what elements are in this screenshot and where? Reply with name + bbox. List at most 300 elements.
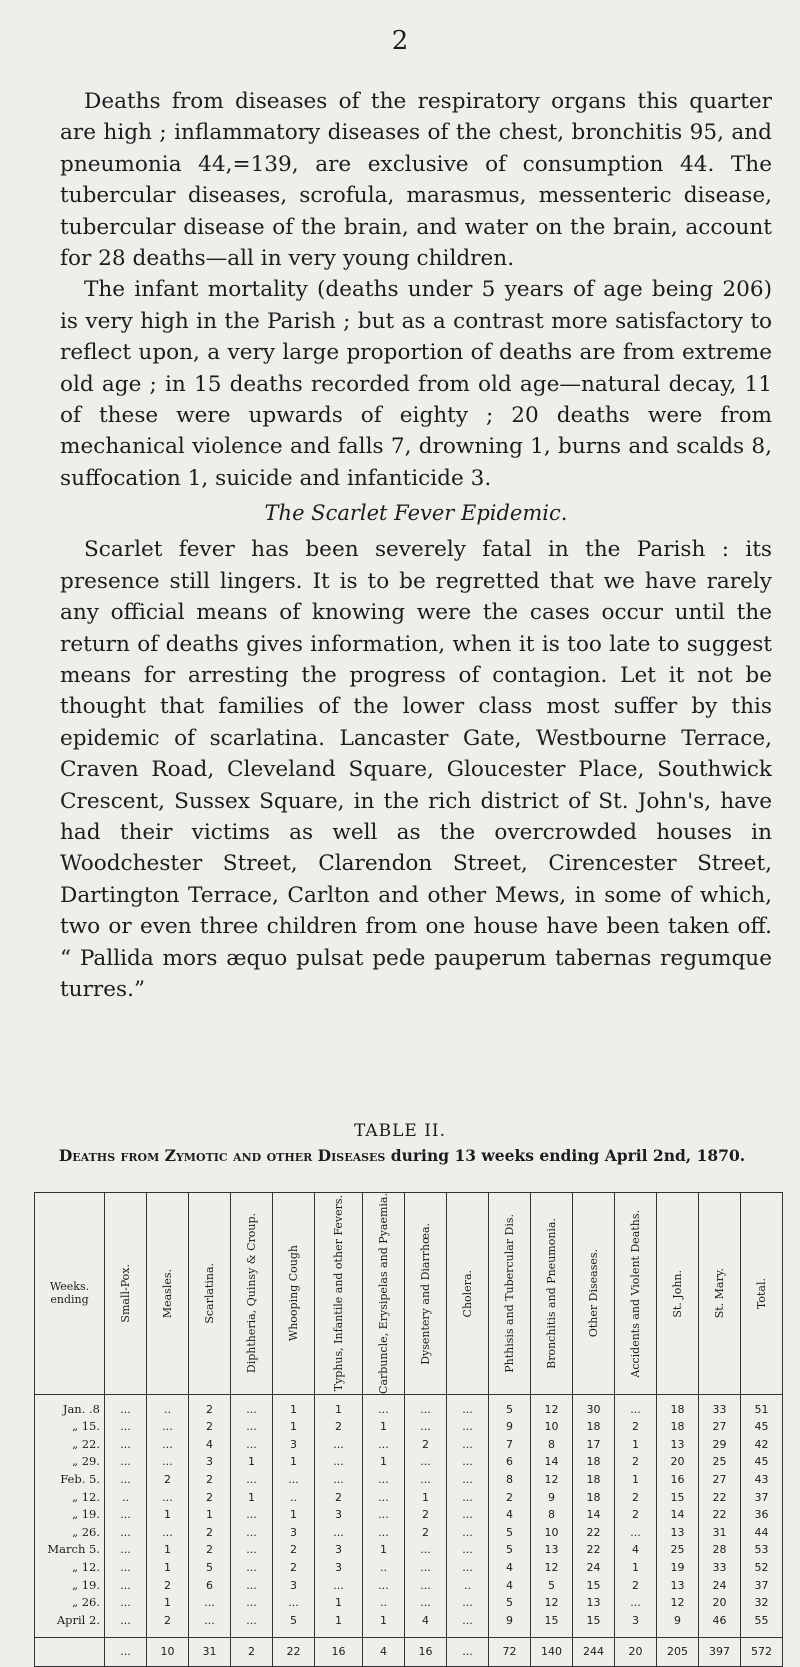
table-caption-lead: Deaths from Zymotic and other Diseases <box>58 1146 386 1165</box>
column-header <box>741 1193 783 1395</box>
table-cell: 7 <box>489 1436 531 1454</box>
table-row <box>35 1418 783 1436</box>
table-cell: ... <box>147 1488 189 1506</box>
table-cell: ... <box>147 1418 189 1436</box>
table-cell: 2 <box>405 1524 447 1542</box>
column-header <box>273 1193 315 1395</box>
body-text <box>60 86 772 1005</box>
table-cell: ... <box>363 1471 405 1489</box>
column-header-label: Bronchitis and Pneumonia. <box>544 1218 558 1369</box>
table-cell: 1 <box>273 1418 315 1436</box>
page-number: 2 <box>391 26 409 56</box>
table-cell: ... <box>363 1576 405 1594</box>
table-body <box>35 1394 783 1666</box>
table-cell: 2 <box>405 1506 447 1524</box>
spacer-cell <box>741 1629 783 1637</box>
table-cell: 1 <box>231 1453 273 1471</box>
table-cell: ... <box>447 1471 489 1489</box>
table-cell: 1 <box>273 1394 315 1418</box>
table-cell: ... <box>189 1611 231 1629</box>
table-cell: ... <box>447 1394 489 1418</box>
table-cell: ... <box>273 1471 315 1489</box>
table-cell: 18 <box>573 1471 615 1489</box>
table-cell: 17 <box>573 1436 615 1454</box>
table-cell: 2 <box>147 1611 189 1629</box>
total-cell: 16 <box>315 1637 363 1666</box>
total-cell: 572 <box>741 1637 783 1666</box>
table-caption <box>22 1146 782 1166</box>
paragraph-scarlet-fever: Scarlet fever has been severely fatal in the Parish : its presence still lingers. It is to be regretted that we have rarely any official means of knowing were the cases occur until the return of deaths gives information, when it is too late to suggest means for arresting the progress of contagion. Let it not be thought that families of the lower class most suffer by this epidemic of scarlatina. Lancaster Gate, Westbourne Terrace, Craven Road, Cleveland Square, Gloucester Place, Southwick Crescent, Sussex Square, in the rich district of St. John's, have had their victims as well as the overcrowded houses in Woodchester Street, Clarendon Street, Cirencester Street, Dartington Terrace, Carlton and other Mews, in some of which, two or even three children from one house have been taken off. “ Pallida mors æquo pulsat pede pauperum tabernas regumque turres.” <box>60 537 772 1002</box>
column-header-label: Accidents and Violent Deaths. <box>628 1209 642 1378</box>
column-header <box>315 1193 363 1395</box>
table-cell: 15 <box>657 1488 699 1506</box>
table-cell: 18 <box>573 1488 615 1506</box>
table-cell: 37 <box>741 1488 783 1506</box>
table-cell: .. <box>363 1594 405 1612</box>
week-ending-cell: „ 29. <box>35 1453 105 1471</box>
table-cell: ... <box>147 1453 189 1471</box>
table-cell: 8 <box>531 1506 573 1524</box>
column-header <box>531 1193 573 1395</box>
table-row <box>35 1594 783 1612</box>
table-cell: 6 <box>489 1453 531 1471</box>
column-header <box>447 1193 489 1395</box>
column-header-label: Typhus, Infantile and other Fevers. <box>331 1195 345 1392</box>
week-ending-cell: „ 26. <box>35 1594 105 1612</box>
total-cell: 31 <box>189 1637 231 1666</box>
table-cell: .. <box>363 1559 405 1577</box>
column-header <box>105 1193 147 1395</box>
table-cell: 1 <box>405 1488 447 1506</box>
table-cell: 22 <box>573 1541 615 1559</box>
table-cell: 13 <box>531 1541 573 1559</box>
table-row <box>35 1506 783 1524</box>
table-row <box>35 1559 783 1577</box>
table-cell: 13 <box>657 1524 699 1542</box>
table-cell: 9 <box>657 1611 699 1629</box>
table-cell: 1 <box>231 1488 273 1506</box>
table-cell: 12 <box>531 1471 573 1489</box>
table-cell: ... <box>105 1576 147 1594</box>
spacer-cell <box>105 1629 147 1637</box>
table-cell: ... <box>231 1541 273 1559</box>
week-ending-cell: „ 12. <box>35 1488 105 1506</box>
column-header <box>405 1193 447 1395</box>
column-header-label: Other Diseases. <box>586 1249 600 1338</box>
table-cell: 9 <box>531 1488 573 1506</box>
table-cell: 8 <box>531 1436 573 1454</box>
table-cell: 18 <box>657 1418 699 1436</box>
column-header <box>363 1193 405 1395</box>
table-cell: 24 <box>573 1559 615 1577</box>
table-cell: ... <box>231 1594 273 1612</box>
table-cell: ... <box>615 1524 657 1542</box>
table-row <box>35 1471 783 1489</box>
table-cell: 19 <box>657 1559 699 1577</box>
table-cell: 12 <box>531 1559 573 1577</box>
table-cell: ... <box>105 1506 147 1524</box>
table-cell: 2 <box>615 1576 657 1594</box>
table-cell: ... <box>363 1524 405 1542</box>
table-cell: ... <box>405 1418 447 1436</box>
table-cell: .. <box>447 1576 489 1594</box>
table-cell: 27 <box>699 1418 741 1436</box>
table-cell: 14 <box>531 1453 573 1471</box>
spacer-cell <box>699 1629 741 1637</box>
total-cell: 244 <box>573 1637 615 1666</box>
table-cell: ... <box>447 1559 489 1577</box>
table-cell: ... <box>105 1594 147 1612</box>
week-ending-cell: Jan. .8 <box>35 1394 105 1418</box>
table-cell: ... <box>363 1394 405 1418</box>
table-cell: ... <box>363 1506 405 1524</box>
table-cell: 3 <box>615 1611 657 1629</box>
table-cell: 18 <box>573 1418 615 1436</box>
table-cell: 28 <box>699 1541 741 1559</box>
table-cell: ... <box>405 1594 447 1612</box>
table-cell: ... <box>105 1436 147 1454</box>
table-cell: 16 <box>657 1471 699 1489</box>
column-header-label: Phthisis and Tubercular Dis. <box>502 1214 516 1373</box>
table-cell: 2 <box>273 1541 315 1559</box>
table-cell: 4 <box>489 1506 531 1524</box>
total-cell: 4 <box>363 1637 405 1666</box>
table-cell: 22 <box>699 1488 741 1506</box>
week-ending-cell: March 5. <box>35 1541 105 1559</box>
table-cell: 13 <box>657 1436 699 1454</box>
table-cell: 4 <box>489 1576 531 1594</box>
week-ending-cell: April 2. <box>35 1611 105 1629</box>
table-cell: ... <box>105 1418 147 1436</box>
table-cell: 55 <box>741 1611 783 1629</box>
table-row <box>35 1394 783 1418</box>
column-header-label: St. Mary. <box>712 1268 726 1319</box>
table-cell: ... <box>405 1576 447 1594</box>
table-cell: 13 <box>573 1594 615 1612</box>
total-cell: 397 <box>699 1637 741 1666</box>
total-cell: ... <box>447 1637 489 1666</box>
total-cell: 140 <box>531 1637 573 1666</box>
table-cell: 20 <box>657 1453 699 1471</box>
table-cell: 25 <box>657 1541 699 1559</box>
table-cell: ... <box>315 1453 363 1471</box>
table-cell: 1 <box>615 1436 657 1454</box>
table-cell: 18 <box>573 1453 615 1471</box>
table-cell: 27 <box>699 1471 741 1489</box>
table-cell: ... <box>231 1524 273 1542</box>
table-cell: 2 <box>147 1471 189 1489</box>
total-cell: 22 <box>273 1637 315 1666</box>
table-cell: 33 <box>699 1559 741 1577</box>
column-header-label: Cholera. <box>460 1269 474 1318</box>
table-cell: ... <box>447 1506 489 1524</box>
table-cell: 8 <box>489 1471 531 1489</box>
table-cell: 13 <box>657 1576 699 1594</box>
column-header-label: Small-Pox. <box>118 1264 132 1323</box>
table-cell: ... <box>231 1506 273 1524</box>
table-cell: 22 <box>699 1506 741 1524</box>
table-cell: 51 <box>741 1394 783 1418</box>
table-cell: 1 <box>189 1506 231 1524</box>
table-spacer-row <box>35 1629 783 1637</box>
spacer-cell <box>231 1629 273 1637</box>
table-cell: 37 <box>741 1576 783 1594</box>
table-cell: 9 <box>489 1418 531 1436</box>
table-cell: 1 <box>615 1559 657 1577</box>
table-cell: 2 <box>615 1506 657 1524</box>
table-cell: 3 <box>189 1453 231 1471</box>
table-cell: ... <box>363 1436 405 1454</box>
spacer-cell <box>573 1629 615 1637</box>
paragraph-infant-mortality: The infant mortality (deaths under 5 years of age being 206) is very high in the Parish ; but as a contrast more satisfactory to reflect upon, a very large proportion of deaths are from extreme old age ; in 15 deaths recorded from old age—natural decay, 11 of these were upwards of eighty ; 20 deaths were from mechanical violence and falls 7, drowning 1, burns and scalds 8, suffocation 1, suicide and infanticide 3. <box>60 277 772 491</box>
column-header-label: Total. <box>754 1277 768 1310</box>
totals-row <box>35 1637 783 1666</box>
column-header <box>657 1193 699 1395</box>
column-header <box>189 1193 231 1395</box>
table-cell: 18 <box>657 1394 699 1418</box>
table-cell: ... <box>405 1394 447 1418</box>
column-header-label: Measles. <box>160 1268 174 1319</box>
table-cell: 5 <box>531 1576 573 1594</box>
spacer-cell <box>447 1629 489 1637</box>
table-cell: 1 <box>615 1471 657 1489</box>
table-cell: 12 <box>657 1594 699 1612</box>
table-cell: 2 <box>189 1488 231 1506</box>
table-cell: 10 <box>531 1418 573 1436</box>
column-header-label: Dysentery and Diarrhœa. <box>418 1222 432 1365</box>
table-cell: ... <box>105 1559 147 1577</box>
table-row <box>35 1611 783 1629</box>
table-cell: 12 <box>531 1394 573 1418</box>
table-cell: 52 <box>741 1559 783 1577</box>
table-cell: 2 <box>315 1418 363 1436</box>
spacer-cell <box>657 1629 699 1637</box>
table-cell: ... <box>231 1436 273 1454</box>
table-cell: 5 <box>273 1611 315 1629</box>
table-cell: ... <box>231 1576 273 1594</box>
table-cell: 2 <box>315 1488 363 1506</box>
table-cell: 1 <box>315 1594 363 1612</box>
table-cell: 2 <box>615 1453 657 1471</box>
table-cell: ... <box>105 1541 147 1559</box>
table-cell: 1 <box>363 1611 405 1629</box>
table-cell: ... <box>231 1611 273 1629</box>
table-cell: ... <box>147 1524 189 1542</box>
table-cell: ... <box>447 1418 489 1436</box>
table-cell: 2 <box>615 1488 657 1506</box>
table-cell: 2 <box>189 1471 231 1489</box>
section-heading: The Scarlet Fever Epidemic. <box>264 501 568 526</box>
table-cell: ... <box>315 1471 363 1489</box>
table-cell: 20 <box>699 1594 741 1612</box>
total-cell: 2 <box>231 1637 273 1666</box>
spacer-cell <box>531 1629 573 1637</box>
table-cell: 3 <box>273 1524 315 1542</box>
table-cell: ... <box>231 1394 273 1418</box>
table-cell: ... <box>105 1611 147 1629</box>
table-cell: 5 <box>489 1541 531 1559</box>
table-cell: 53 <box>741 1541 783 1559</box>
table-cell: 45 <box>741 1453 783 1471</box>
week-ending-cell: „ 26. <box>35 1524 105 1542</box>
table-cell: ... <box>105 1524 147 1542</box>
table-cell: ... <box>447 1488 489 1506</box>
table-cell: ... <box>231 1418 273 1436</box>
table-cell: 10 <box>531 1524 573 1542</box>
table-cell: 15 <box>573 1611 615 1629</box>
table-cell: ... <box>447 1453 489 1471</box>
table-cell: 2 <box>147 1576 189 1594</box>
table-cell: 1 <box>147 1541 189 1559</box>
table-cell: 32 <box>741 1594 783 1612</box>
table-cell: 1 <box>147 1506 189 1524</box>
table-cell: 3 <box>315 1506 363 1524</box>
spacer-cell <box>615 1629 657 1637</box>
table-cell: ... <box>447 1594 489 1612</box>
table-cell: ... <box>273 1594 315 1612</box>
table-cell: 14 <box>573 1506 615 1524</box>
table-cell: 4 <box>489 1559 531 1577</box>
table-cell: ... <box>615 1594 657 1612</box>
table-cell: 3 <box>273 1576 315 1594</box>
table-cell: 1 <box>363 1418 405 1436</box>
table-cell: 33 <box>699 1394 741 1418</box>
spacer-cell <box>315 1629 363 1637</box>
table-cell: ... <box>447 1611 489 1629</box>
table-cell: ... <box>615 1394 657 1418</box>
column-header-label: Whooping Cough <box>286 1245 300 1342</box>
column-header <box>615 1193 657 1395</box>
table-cell: 1 <box>315 1394 363 1418</box>
column-header <box>489 1193 531 1395</box>
deaths-table <box>34 1192 783 1667</box>
table-cell: ... <box>105 1471 147 1489</box>
spacer-cell <box>363 1629 405 1637</box>
table-cell: ... <box>231 1471 273 1489</box>
column-header <box>573 1193 615 1395</box>
table-cell: 2 <box>273 1559 315 1577</box>
table-cell: 15 <box>531 1611 573 1629</box>
table-header-row <box>35 1193 783 1395</box>
table-cell: 9 <box>489 1611 531 1629</box>
table-cell: ... <box>405 1541 447 1559</box>
table-cell: 25 <box>699 1453 741 1471</box>
table-cell: ... <box>105 1453 147 1471</box>
table-cell: 42 <box>741 1436 783 1454</box>
table-cell: 1 <box>273 1506 315 1524</box>
table-cell: 1 <box>147 1559 189 1577</box>
table-cell: ... <box>147 1436 189 1454</box>
table-cell: 46 <box>699 1611 741 1629</box>
column-header-label: Diphtheria, Quinsy & Croup. <box>244 1213 258 1374</box>
table-cell: 29 <box>699 1436 741 1454</box>
table-cell: 2 <box>189 1418 231 1436</box>
table-cell: 43 <box>741 1471 783 1489</box>
table-cell: 3 <box>273 1436 315 1454</box>
week-ending-cell: „ 19. <box>35 1506 105 1524</box>
spacer-cell <box>489 1629 531 1637</box>
table-cell: ... <box>405 1471 447 1489</box>
table-cell: 2 <box>405 1436 447 1454</box>
week-ending-cell: Feb. 5. <box>35 1471 105 1489</box>
table-cell: 2 <box>189 1524 231 1542</box>
table-row <box>35 1541 783 1559</box>
table-row <box>35 1576 783 1594</box>
table-cell: ... <box>447 1524 489 1542</box>
table-cell: 30 <box>573 1394 615 1418</box>
table-cell: ... <box>315 1436 363 1454</box>
spacer-cell <box>147 1629 189 1637</box>
table-cell: ... <box>447 1436 489 1454</box>
table-cell: 1 <box>315 1611 363 1629</box>
table-cell: 22 <box>573 1524 615 1542</box>
spacer-cell <box>405 1629 447 1637</box>
table-cell: 5 <box>489 1394 531 1418</box>
week-ending-cell: „ 12. <box>35 1559 105 1577</box>
table-cell: ... <box>231 1559 273 1577</box>
table-cell: 15 <box>573 1576 615 1594</box>
table-cell: .. <box>105 1488 147 1506</box>
total-cell: 10 <box>147 1637 189 1666</box>
table-cell: 2 <box>489 1488 531 1506</box>
table-row <box>35 1436 783 1454</box>
table-cell: 3 <box>315 1541 363 1559</box>
paragraph-respiratory-deaths: Deaths from diseases of the respiratory organs this quarter are high ; inflammatory diseases of the chest, bronchitis 95, and pneumonia 44,=139, are exclusive of consumption 44. The tubercular diseases, scrofula, marasmus, messenteric disease, tubercular disease of the brain, and water on the brain, account for 28 deaths—all in very young children. <box>60 89 772 272</box>
table-cell: ... <box>405 1453 447 1471</box>
total-cell: 72 <box>489 1637 531 1666</box>
table-cell: 3 <box>315 1559 363 1577</box>
table-cell: 4 <box>189 1436 231 1454</box>
table-label: TABLE II. <box>353 1121 447 1141</box>
total-cell: 16 <box>405 1637 447 1666</box>
table-cell: 2 <box>615 1418 657 1436</box>
table-cell: 36 <box>741 1506 783 1524</box>
table-cell: 14 <box>657 1506 699 1524</box>
table-cell: .. <box>147 1394 189 1418</box>
table-cell: .. <box>273 1488 315 1506</box>
total-cell: ... <box>105 1637 147 1666</box>
column-header <box>35 1193 105 1395</box>
table-cell: 6 <box>189 1576 231 1594</box>
column-header <box>147 1193 189 1395</box>
table-cell: ... <box>447 1541 489 1559</box>
table-cell: 2 <box>189 1394 231 1418</box>
total-cell: 20 <box>615 1637 657 1666</box>
table-cell: 31 <box>699 1524 741 1542</box>
week-ending-cell: „ 15. <box>35 1418 105 1436</box>
table-cell: ... <box>405 1559 447 1577</box>
table-cell: 4 <box>405 1611 447 1629</box>
table-cell: ... <box>315 1524 363 1542</box>
table-cell: 5 <box>489 1594 531 1612</box>
column-header-label: Scarlatina. <box>202 1263 216 1324</box>
table-cell: ... <box>189 1594 231 1612</box>
table-cell: 4 <box>615 1541 657 1559</box>
table-cell: 1 <box>147 1594 189 1612</box>
spacer-cell <box>273 1629 315 1637</box>
table-cell: 24 <box>699 1576 741 1594</box>
total-cell <box>35 1637 105 1666</box>
table-row <box>35 1453 783 1471</box>
table-row <box>35 1488 783 1506</box>
table-cell: ... <box>315 1576 363 1594</box>
week-ending-cell: „ 22. <box>35 1436 105 1454</box>
week-ending-cell: „ 19. <box>35 1576 105 1594</box>
table-cell: 1 <box>273 1453 315 1471</box>
column-header-label: Carbuncle, Erysipelas and Pyaemia. <box>376 1193 390 1394</box>
column-header-label: St. John. <box>670 1269 684 1318</box>
spacer-cell <box>189 1629 231 1637</box>
